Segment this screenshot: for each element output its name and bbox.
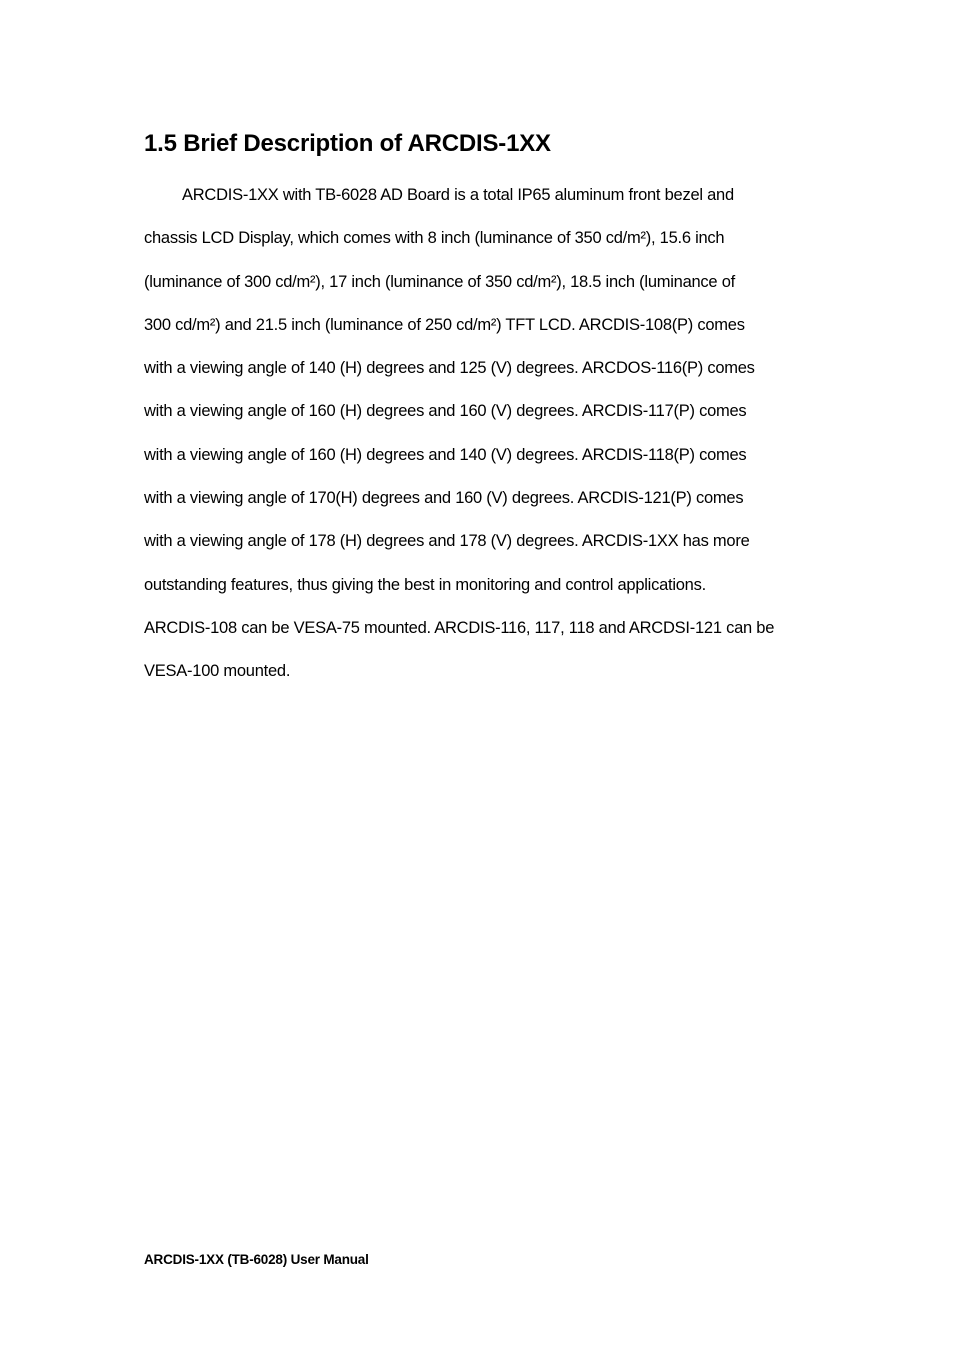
paragraph-line: with a viewing angle of 178 (H) degrees and 178 (V) degrees. ARCDIS-1XX has more	[144, 532, 750, 551]
paragraph-line: with a viewing angle of 160 (H) degrees and 140 (V) degrees. ARCDIS-118(P) comes	[144, 445, 747, 464]
paragraph-line: ARCDIS-108 can be VESA-75 mounted. ARCDIS-116, 117, 118 and ARCDSI-121 can be	[144, 618, 775, 637]
paragraph-line: (luminance of 300 cd/m²), 17 inch (luminance of 350 cd/m²), 18.5 inch (luminance of	[144, 272, 735, 291]
description-paragraph	[144, 180, 814, 700]
section-title: 1.5 Brief Description of ARCDIS-1XX	[144, 130, 551, 157]
paragraph-line: outstanding features, thus giving the best in monitoring and control applications.	[144, 575, 706, 594]
paragraph-line: chassis LCD Display, which comes with 8 inch (luminance of 350 cd/m²), 15.6 inch	[144, 229, 725, 248]
paragraph-line: VESA-100 mounted.	[144, 662, 291, 681]
paragraph-line: with a viewing angle of 140 (H) degrees and 125 (V) degrees. ARCDOS-116(P) comes	[144, 359, 755, 378]
paragraph-line: with a viewing angle of 170(H) degrees and 160 (V) degrees. ARCDIS-121(P) comes	[144, 489, 744, 508]
paragraph-line: ARCDIS-1XX with TB-6028 AD Board is a total IP65 aluminum front bezel and	[182, 186, 734, 204]
paragraph-line: with a viewing angle of 160 (H) degrees and 160 (V) degrees. ARCDIS-117(P) comes	[144, 402, 747, 421]
paragraph-line: 300 cd/m²) and 21.5 inch (luminance of 250 cd/m²) TFT LCD. ARCDIS-108(P) comes	[144, 315, 745, 334]
page-footer: ARCDIS-1XX (TB-6028) User Manual	[144, 1252, 369, 1267]
